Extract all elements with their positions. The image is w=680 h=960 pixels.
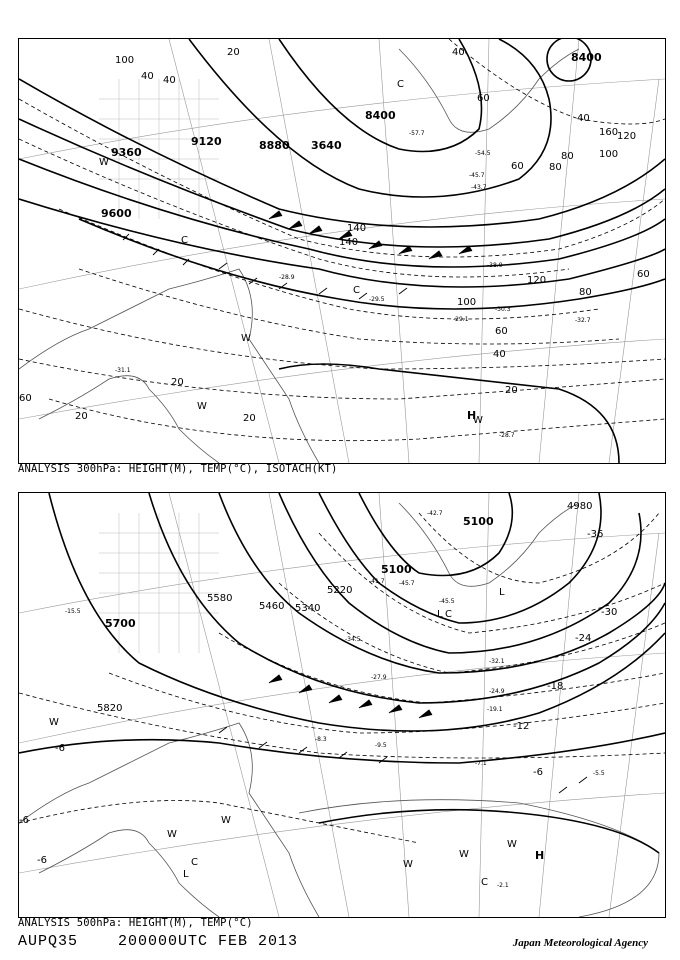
height-contours-300 bbox=[19, 39, 665, 463]
svg-text:140: 140 bbox=[339, 237, 359, 248]
svg-text:C: C bbox=[353, 285, 360, 296]
svg-text:-31.1: -31.1 bbox=[115, 367, 131, 374]
svg-text:-38.9: -38.9 bbox=[487, 262, 503, 269]
height-label: 8400 bbox=[571, 51, 602, 64]
valid-time: 200000UTC FEB 2013 bbox=[118, 933, 299, 950]
svg-text:-43.7: -43.7 bbox=[471, 184, 487, 191]
svg-text:20: 20 bbox=[227, 47, 240, 58]
map-500hpa-svg bbox=[19, 493, 665, 917]
svg-text:-29.1: -29.1 bbox=[453, 316, 469, 323]
caption-500hpa: ANALYSIS 500hPa: HEIGHT(M), TEMP(°C) bbox=[18, 917, 253, 929]
chart-identifier bbox=[18, 933, 298, 950]
svg-text:-9.5: -9.5 bbox=[375, 742, 387, 749]
svg-text:-19.1: -19.1 bbox=[487, 706, 503, 713]
svg-text:80: 80 bbox=[579, 287, 592, 298]
map-panel-300hpa bbox=[18, 38, 666, 464]
svg-text:-45.7: -45.7 bbox=[399, 580, 415, 587]
svg-text:60: 60 bbox=[495, 326, 508, 337]
svg-text:20: 20 bbox=[75, 411, 88, 422]
labels-500 bbox=[19, 501, 617, 889]
svg-text:160: 160 bbox=[599, 127, 619, 138]
height-label: 4980 bbox=[567, 501, 593, 512]
svg-text:-42.7: -42.7 bbox=[427, 510, 443, 517]
svg-text:-28.7: -28.7 bbox=[499, 432, 515, 439]
svg-text:-15.5: -15.5 bbox=[65, 608, 81, 615]
svg-text:H: H bbox=[467, 409, 477, 422]
svg-text:-24: -24 bbox=[575, 633, 592, 644]
svg-text:-30.3: -30.3 bbox=[495, 306, 511, 313]
height-label: 8400 bbox=[365, 109, 396, 122]
isotherms-500 bbox=[19, 513, 665, 843]
wind-barbs-500 bbox=[219, 675, 587, 793]
svg-text:-6: -6 bbox=[533, 767, 543, 778]
svg-text:W: W bbox=[241, 333, 251, 344]
svg-text:80: 80 bbox=[549, 162, 562, 173]
svg-text:-18: -18 bbox=[547, 681, 564, 692]
svg-text:-6: -6 bbox=[19, 815, 29, 826]
svg-text:100: 100 bbox=[599, 149, 619, 160]
svg-text:C: C bbox=[181, 235, 188, 246]
svg-text:120: 120 bbox=[527, 275, 547, 286]
svg-text:-7.1: -7.1 bbox=[475, 760, 487, 767]
map-panel-500hpa bbox=[18, 492, 666, 918]
coastline-300 bbox=[19, 49, 579, 463]
svg-text:60: 60 bbox=[19, 393, 32, 404]
height-label: 9120 bbox=[191, 135, 222, 148]
height-label: 5340 bbox=[295, 603, 321, 614]
height-label: 8880 bbox=[259, 139, 290, 152]
svg-text:-6: -6 bbox=[37, 855, 47, 866]
svg-text:-45.5: -45.5 bbox=[439, 598, 455, 605]
svg-text:-30: -30 bbox=[601, 607, 618, 618]
svg-text:C: C bbox=[445, 609, 452, 620]
svg-text:20: 20 bbox=[505, 385, 518, 396]
svg-text:20: 20 bbox=[171, 377, 184, 388]
height-label: 5100 bbox=[463, 515, 494, 528]
height-label: 9600 bbox=[101, 207, 132, 220]
caption-300hpa: ANALYSIS 300hPa: HEIGHT(M), TEMP(°C), ISOTACH(KT) bbox=[18, 463, 338, 475]
height-label: 5820 bbox=[97, 703, 123, 714]
svg-text:W: W bbox=[167, 829, 177, 840]
svg-text:40: 40 bbox=[163, 75, 176, 86]
svg-text:40: 40 bbox=[141, 71, 154, 82]
map-300hpa-svg bbox=[19, 39, 665, 463]
svg-text:W: W bbox=[99, 157, 109, 168]
svg-text:80: 80 bbox=[561, 151, 574, 162]
svg-text:100: 100 bbox=[457, 297, 477, 308]
svg-text:40: 40 bbox=[577, 113, 590, 124]
svg-text:C: C bbox=[481, 877, 488, 888]
height-label: 9360 bbox=[111, 146, 142, 159]
svg-text:-54.5: -54.5 bbox=[475, 150, 491, 157]
graticule-300 bbox=[19, 39, 665, 463]
svg-text:-36: -36 bbox=[587, 529, 604, 540]
svg-text:W: W bbox=[197, 401, 207, 412]
svg-text:W: W bbox=[221, 815, 231, 826]
height-contours-500 bbox=[19, 493, 665, 853]
svg-text:60: 60 bbox=[637, 269, 650, 280]
svg-text:W: W bbox=[507, 839, 517, 850]
height-label: 5580 bbox=[207, 593, 233, 604]
svg-text:W: W bbox=[49, 717, 59, 728]
svg-text:-27.9: -27.9 bbox=[371, 674, 387, 681]
height-label: 5100 bbox=[381, 563, 412, 576]
svg-text:-24.9: -24.9 bbox=[489, 688, 505, 695]
svg-text:100: 100 bbox=[115, 55, 135, 66]
chart-code: AUPQ35 bbox=[18, 933, 79, 950]
height-label: 5460 bbox=[259, 601, 285, 612]
svg-text:60: 60 bbox=[477, 93, 490, 104]
svg-text:W: W bbox=[473, 415, 483, 426]
svg-text:W: W bbox=[459, 849, 469, 860]
height-label: 5220 bbox=[327, 585, 353, 596]
svg-text:L: L bbox=[183, 869, 189, 880]
svg-text:W: W bbox=[403, 859, 413, 870]
agency-name: Japan Meteorological Agency bbox=[512, 937, 648, 949]
svg-text:-32.7: -32.7 bbox=[575, 317, 591, 324]
svg-text:-8.3: -8.3 bbox=[315, 736, 327, 743]
height-label: 5700 bbox=[105, 617, 136, 630]
svg-text:C: C bbox=[191, 857, 198, 868]
height-label: 3640 bbox=[311, 139, 342, 152]
svg-text:-45.7: -45.7 bbox=[469, 172, 485, 179]
svg-text:20: 20 bbox=[243, 413, 256, 424]
svg-text:L: L bbox=[437, 609, 443, 620]
svg-text:40: 40 bbox=[493, 349, 506, 360]
svg-text:-12: -12 bbox=[513, 721, 530, 732]
svg-text:140: 140 bbox=[347, 223, 367, 234]
svg-text:H: H bbox=[535, 849, 545, 862]
svg-text:40: 40 bbox=[452, 47, 465, 58]
svg-text:-41.7: -41.7 bbox=[369, 578, 385, 585]
svg-text:-28.9: -28.9 bbox=[279, 274, 295, 281]
svg-text:-34.5: -34.5 bbox=[345, 636, 361, 643]
svg-text:L: L bbox=[499, 587, 505, 598]
svg-text:-57.7: -57.7 bbox=[409, 130, 425, 137]
svg-text:-6: -6 bbox=[55, 743, 65, 754]
svg-text:-2.1: -2.1 bbox=[497, 882, 509, 889]
labels-300 bbox=[19, 47, 650, 439]
svg-text:60: 60 bbox=[511, 161, 524, 172]
svg-text:-5.5: -5.5 bbox=[593, 770, 605, 777]
svg-text:120: 120 bbox=[617, 131, 637, 142]
svg-text:-29.5: -29.5 bbox=[369, 296, 385, 303]
svg-text:C: C bbox=[397, 79, 404, 90]
svg-text:-32.1: -32.1 bbox=[489, 658, 505, 665]
hatch-500 bbox=[99, 513, 219, 653]
